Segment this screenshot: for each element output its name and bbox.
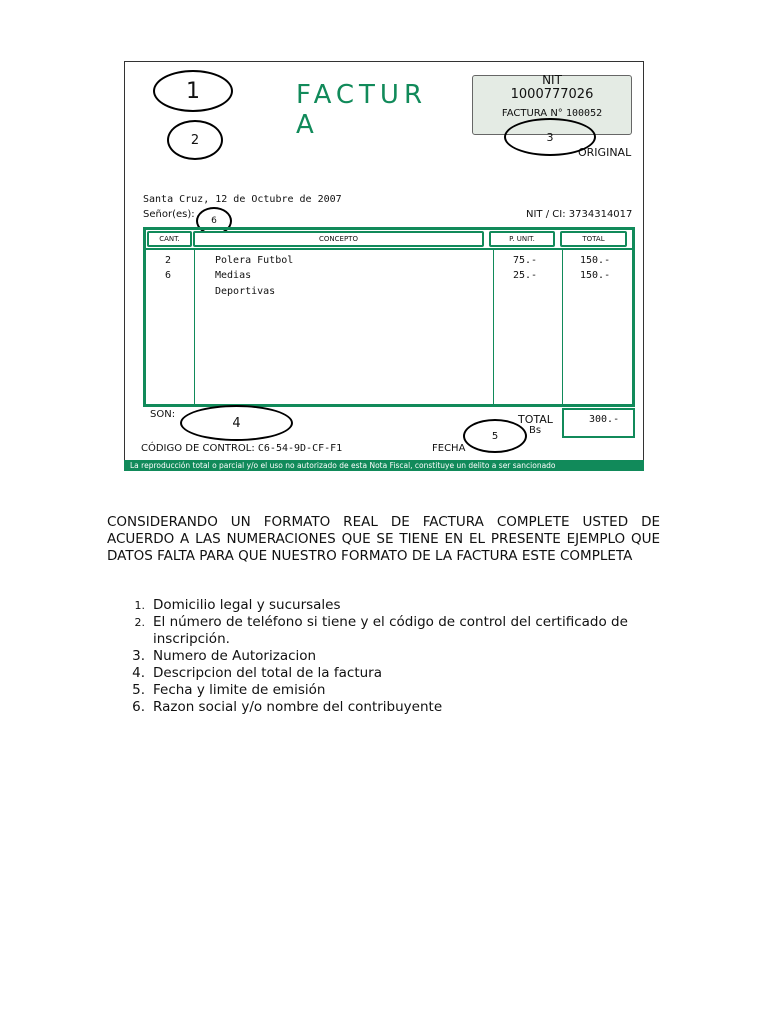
fecha-label: FECHA	[432, 443, 466, 454]
list-item: 4. Descripcion del total de la factura	[132, 665, 382, 681]
control-value: C6-54-9D-CF-F1	[257, 443, 343, 454]
invoice-title: FACTURA	[296, 80, 428, 140]
column-divider	[194, 248, 195, 406]
control-label: CÓDIGO DE CONTROL:	[141, 443, 255, 454]
list-item: 2. El número de teléfono si tiene y el código de control del certificado de inscripción.	[134, 614, 628, 647]
list-item: 3. Numero de Autorizacion	[132, 648, 317, 664]
row-1-total: 150.-	[580, 255, 611, 266]
nit-label: NIT	[542, 73, 562, 87]
header-p-unit: P. UNIT.	[489, 231, 555, 247]
row-2-concept: Medias	[215, 270, 252, 281]
marker-6: 6	[196, 207, 232, 235]
question-paragraph: CONSIDERANDO UN FORMATO REAL DE FACTURA COMPLETE USTED DE ACUERDO A LAS NUMERACIONES QUE SE TIENE EN EL PRESENTE EJEMPLO QUE DATOS FALTA PARA QUE NUESTRO FORMATO DE LA FACTURA ESTE COMPLETA	[107, 514, 660, 564]
header-total: TOTAL	[560, 231, 627, 247]
marker-2: 2	[167, 120, 223, 160]
header-concepto: CONCEPTO	[193, 231, 484, 247]
row-2-qty: 6	[165, 270, 172, 281]
senores-label: Señor(es):	[143, 209, 195, 220]
row-1-unit: 75.-	[513, 255, 538, 266]
marker-4: 4	[180, 405, 293, 441]
marker-5: 5	[463, 419, 527, 453]
column-divider	[493, 248, 494, 406]
nit-value: 1000777026	[510, 87, 594, 102]
marker-3: 3	[504, 118, 596, 156]
son-label: SON:	[150, 409, 176, 420]
row-2-total: 150.-	[580, 270, 611, 281]
column-divider	[562, 248, 563, 406]
header-cant: CANT.	[147, 231, 192, 247]
nit-ci-label: NIT / CI:	[526, 209, 566, 220]
nit-ci-value: 3734314017	[568, 209, 633, 220]
marker-1: 1	[153, 70, 233, 112]
row-2-unit: 25.-	[513, 270, 538, 281]
list-item: 1. Domicilio legal y sucursales	[134, 597, 341, 613]
factura-label: FACTURA N°	[501, 108, 563, 119]
header-divider	[146, 248, 632, 250]
row-1-qty: 2	[165, 255, 172, 266]
currency-label: Bs	[529, 425, 542, 436]
nit-ci-line	[526, 209, 632, 220]
legal-footer: La reproducción total o parcial y/o el uso no autorizado de esta Nota Fiscal, constituye un delito a ser sancionado	[124, 460, 644, 471]
row-3-concept: Deportivas	[215, 286, 276, 297]
control-line	[141, 443, 342, 454]
list-item: 5. Fecha y limite de emisión	[132, 682, 326, 698]
answer-list	[108, 597, 668, 716]
place-date: Santa Cruz, 12 de Octubre de 2007	[143, 194, 342, 205]
total-value: 300.-	[589, 414, 620, 425]
total-label: TOTAL	[518, 413, 553, 426]
factura-number: 100052	[566, 108, 603, 119]
row-1-concept: Polera Futbol	[215, 255, 294, 266]
original-label: ORIGINAL	[578, 146, 632, 159]
list-item: 6. Razon social y/o nombre del contribuyente	[132, 699, 443, 715]
